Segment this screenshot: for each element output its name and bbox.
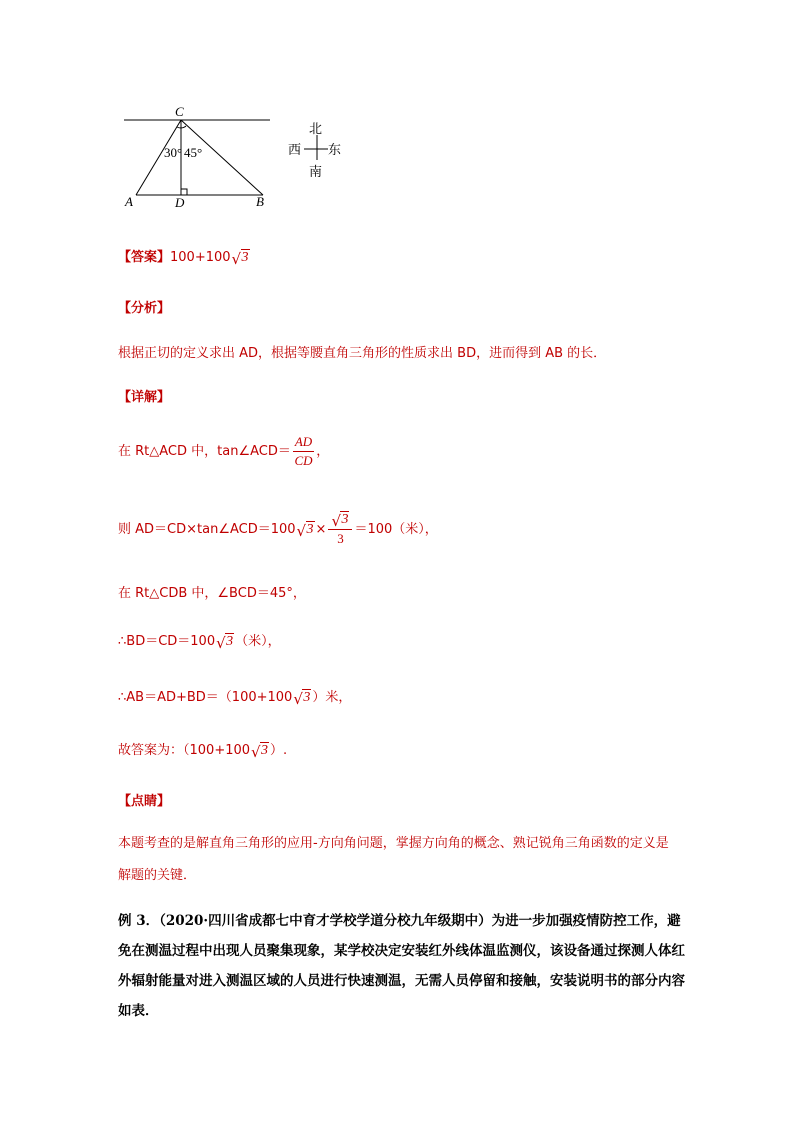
sqrt-symbol: √ 3 <box>296 522 314 540</box>
sqrt-symbol: √ 3 <box>293 690 311 708</box>
label-b: B <box>256 194 264 209</box>
answer-tag: 【答案】 <box>118 250 171 265</box>
detail-line-2: 则 AD＝CD×tan∠ACD＝100 √ 3 × √ 3 3 ＝100（米）， <box>118 512 438 546</box>
compass-north: 北 <box>309 122 323 137</box>
compass-east: 东 <box>328 143 342 158</box>
comment-text: 本题考查的是解直角三角形的应用-方向角问题，掌握方向角的概念、熟记锐角三角函数的定义是解题的关键． <box>118 836 669 883</box>
label-c: C <box>175 104 184 119</box>
detail-line-5: ∴AB＝AD+BD＝（100+100 √ 3 ）米， <box>118 690 352 708</box>
answer-line <box>118 246 251 266</box>
detail-line-3: 在 Rt△CDB 中，∠BCD＝45°， <box>118 586 306 601</box>
sqrt-symbol: √ 3 <box>231 250 249 268</box>
compass-west: 西 <box>288 143 302 158</box>
example-text: 例 3．（2020·四川省成都七中育才学校学道分校九年级期中）为进一步加强疫情防控工作，避免在测温过程中出现人员聚集现象，某学校决定安装红外线体温监测仪，该设备通过探测人体红外辐射能量对进入测温区域的人员进行快速测温，无需人员停留和接触，安装说明书的部分内容如表． <box>118 913 685 1019</box>
triangle-figure <box>118 100 378 210</box>
label-d: D <box>175 195 185 210</box>
detail-line-6: 故答案为：（100+100 √ 3 ）. <box>118 743 288 761</box>
sqrt-symbol: √ 3 <box>216 634 234 652</box>
angle-arc-right <box>181 126 186 128</box>
comment-tag: 【点睛】 <box>118 794 171 809</box>
compass-south: 南 <box>309 165 323 180</box>
sqrt-symbol: √ 3 <box>251 743 269 761</box>
detail-tag: 【详解】 <box>118 390 171 405</box>
label-angle-30: 30° <box>164 145 183 160</box>
analysis-text: 根据正切的定义求出 AD，根据等腰直角三角形的性质求出 BD，进而得到 AB 的长． <box>118 346 607 361</box>
label-angle-45: 45° <box>184 145 203 160</box>
fraction-sqrt3-over-3: √ 3 3 <box>328 512 352 547</box>
angle-arc-left <box>177 127 181 128</box>
sqrt-symbol: √ 3 <box>331 512 349 530</box>
analysis-tag: 【分析】 <box>118 301 171 316</box>
fraction-ad-cd: $\frac{AD}{CD}$ <box>294 434 313 468</box>
detail-line-1: 在 Rt△ACD 中，tan∠ACD＝ $\frac{AD}{CD}$ ， <box>118 434 330 468</box>
label-a: A <box>125 194 133 209</box>
detail-line-4: ∴BD＝CD＝100 √ 3 （米）， <box>118 634 281 652</box>
answer-value: 100+100 <box>170 250 231 265</box>
